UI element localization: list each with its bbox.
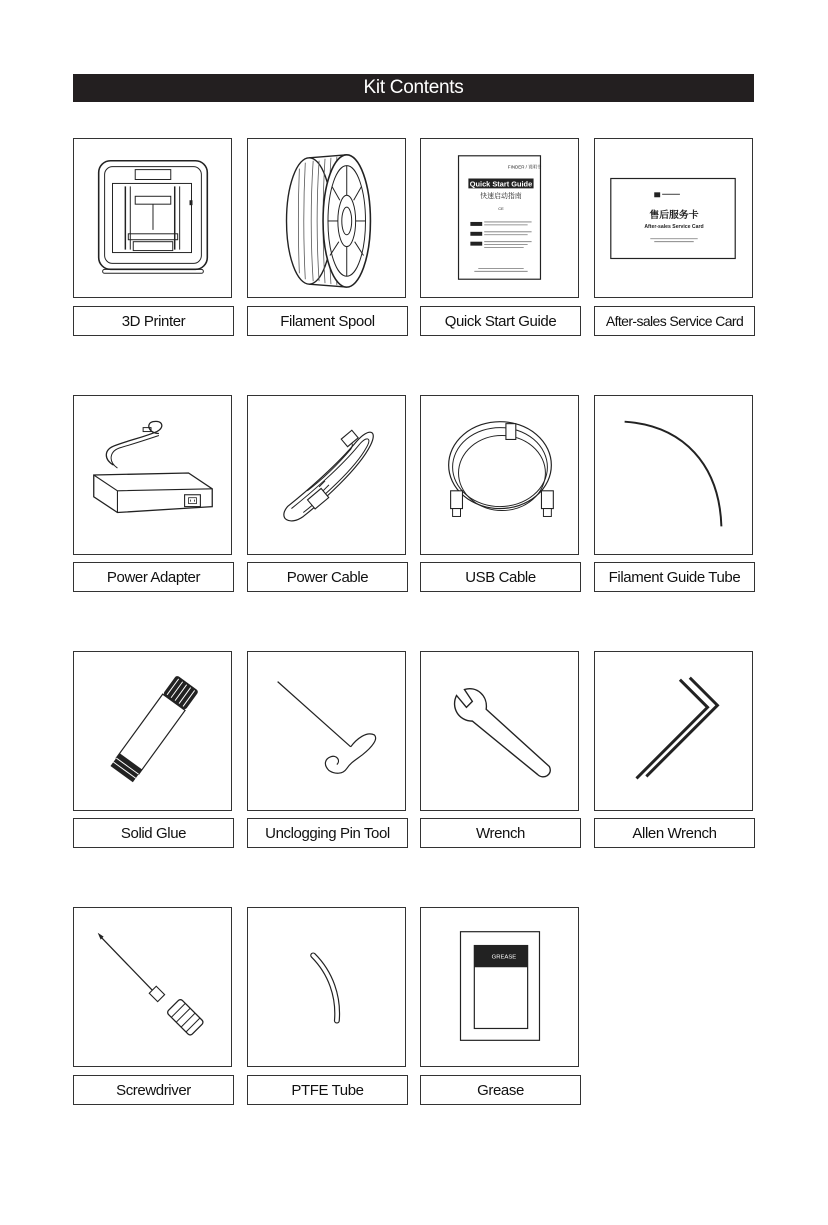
wrench-icon: [421, 652, 578, 810]
unclogging-pin-icon: [248, 652, 405, 810]
card-title-cn: 售后服务卡: [649, 210, 699, 221]
label-filament-guide-tube: Filament Guide Tube: [594, 562, 755, 592]
card-title-en: After-sales Service Card: [644, 223, 704, 230]
3d-printer-icon: [74, 139, 231, 297]
service-card-icon: [595, 139, 752, 297]
item-image-filament-spool: [247, 138, 406, 298]
item-image-3d-printer: [73, 138, 232, 298]
item-image-usb-cable: [420, 395, 579, 555]
item-image-grease: [420, 907, 579, 1067]
label-3d-printer: 3D Printer: [73, 306, 234, 336]
item-image-quick-start-guide: [420, 138, 579, 298]
label-wrench: Wrench: [420, 818, 581, 848]
label-filament-spool: Filament Spool: [247, 306, 408, 336]
screwdriver-icon: [74, 908, 231, 1066]
item-image-solid-glue: [73, 651, 232, 811]
item-image-screwdriver: [73, 907, 232, 1067]
filament-spool-icon: [248, 139, 405, 297]
item-image-power-cable: [247, 395, 406, 555]
grease-icon: [421, 908, 578, 1066]
usb-cable-icon: [421, 396, 578, 554]
allen-wrench-icon: [595, 652, 752, 810]
item-image-power-adapter: [73, 395, 232, 555]
label-solid-glue: Solid Glue: [73, 818, 234, 848]
power-cable-icon: [248, 396, 405, 554]
label-unclogging-pin-tool: Unclogging Pin Tool: [247, 818, 408, 848]
item-image-after-sales-card: [594, 138, 753, 298]
qsg-top-mark: FINDER / 说明书: [507, 164, 542, 170]
item-image-allen-wrench: [594, 651, 753, 811]
item-image-unclogging-pin-tool: [247, 651, 406, 811]
label-after-sales-card: After-sales Service Card: [594, 306, 755, 336]
kit-contents-header: [73, 74, 754, 102]
solid-glue-icon: [74, 652, 231, 810]
label-grease: Grease: [420, 1075, 581, 1105]
item-image-ptfe-tube: [247, 907, 406, 1067]
qsg-small-label: CE: [498, 206, 504, 212]
power-adapter-icon: [74, 396, 231, 554]
item-image-filament-guide-tube: [594, 395, 753, 555]
grease-tag: GREASE: [491, 954, 517, 961]
label-screwdriver: Screwdriver: [73, 1075, 234, 1105]
ptfe-tube-icon: [248, 908, 405, 1066]
qsg-subtitle: 快速启动指南: [480, 192, 522, 201]
label-power-adapter: Power Adapter: [73, 562, 234, 592]
filament-guide-tube-icon: [595, 396, 752, 554]
label-allen-wrench: Allen Wrench: [594, 818, 755, 848]
label-usb-cable: USB Cable: [420, 562, 581, 592]
quick-start-guide-icon: [421, 139, 578, 297]
header-title: Kit Contents: [363, 77, 464, 98]
label-power-cable: Power Cable: [247, 562, 408, 592]
qsg-title: Quick Start Guide: [469, 179, 533, 189]
label-ptfe-tube: PTFE Tube: [247, 1075, 408, 1105]
label-quick-start-guide: Quick Start Guide: [420, 306, 581, 336]
item-image-wrench: [420, 651, 579, 811]
